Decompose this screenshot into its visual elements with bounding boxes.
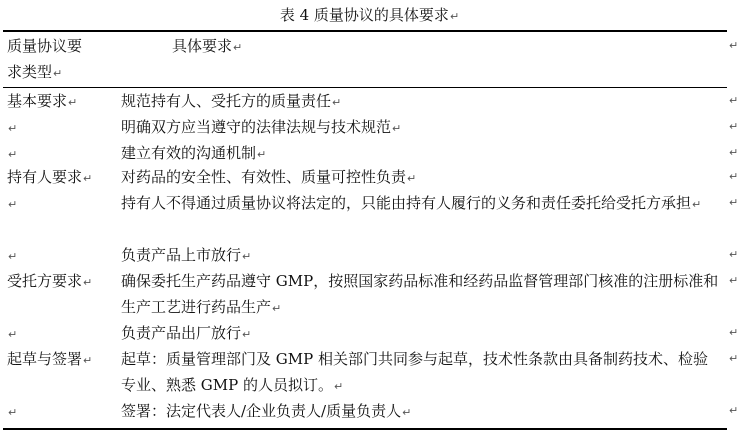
row-requirement-text: 负责产品出厂放行 <box>121 324 242 342</box>
paragraph-mark-icon: ↵ <box>83 172 93 185</box>
row-end-mark-icon: ↵ <box>729 120 739 133</box>
table-row-requirement <box>121 88 721 116</box>
row-requirement-text: 持有人不得通过质量协议将法定的，只能由持有人履行的义务和责任委托给受托方承担 <box>121 194 692 212</box>
paragraph-mark-icon: ↵ <box>407 172 417 185</box>
row-end-mark-icon: ↵ <box>729 326 739 339</box>
paragraph-mark-icon: ↵ <box>272 302 282 315</box>
row-type-label: 持有人要求 <box>7 168 83 186</box>
paragraph-mark-icon: ↵ <box>8 122 18 135</box>
row-end-mark-icon: ↵ <box>729 274 739 287</box>
row-end-mark-icon: ↵ <box>729 170 739 183</box>
table-row-requirement <box>121 320 721 348</box>
table-row-type <box>7 398 17 426</box>
table-top-rule <box>3 30 727 32</box>
paragraph-mark-icon: ↵ <box>8 198 18 211</box>
row-end-mark-icon: ↵ <box>729 94 739 107</box>
column-header-requirement-text: 具体要求 <box>172 37 233 55</box>
row-requirement-text: 负责产品上市放行 <box>121 246 242 264</box>
table-row-type <box>7 242 17 270</box>
table-row-type <box>7 190 17 218</box>
row-end-mark-icon: ↵ <box>729 146 739 159</box>
table-row-requirement <box>121 398 721 426</box>
column-header-type-line2: 求类型 <box>7 63 53 81</box>
paragraph-mark-icon: ↵ <box>83 276 93 289</box>
row-requirement-text: 签署：法定代表人/企业负责人/质量负责人 <box>121 402 402 420</box>
table-row-type <box>7 268 92 296</box>
row-end-mark-icon: ↵ <box>729 248 739 261</box>
row-requirement-text: 起草：质量管理部门及 GMP 相关部门共同参与起草，技术性条款由具备制药技术、检验专业、熟悉 GMP 的人员拟订。 <box>121 350 708 394</box>
paragraph-mark-icon: ↵ <box>8 406 18 419</box>
column-header-requirement <box>172 33 242 61</box>
paragraph-mark-icon: ↵ <box>83 354 93 367</box>
paragraph-mark-icon: ↵ <box>8 328 18 341</box>
table-row-type <box>7 320 17 348</box>
paragraph-mark-icon: ↵ <box>332 96 342 109</box>
row-requirement-text: 对药品的安全性、有效性、质量可控性负责 <box>121 168 407 186</box>
row-type-label: 起草与签署 <box>7 350 83 368</box>
row-requirement-text: 确保委托生产药品遵守 GMP，按照国家药品标准和经药品监督管理部门核准的注册标准和生产工艺进行药品生产 <box>121 272 719 316</box>
paragraph-mark-icon: ↵ <box>692 198 702 211</box>
table-row-type <box>7 346 92 374</box>
paragraph-mark-icon: ↵ <box>68 96 78 109</box>
paragraph-mark-icon: ↵ <box>233 41 243 54</box>
row-end-mark-icon: ↵ <box>729 404 739 417</box>
paragraph-mark-icon: ↵ <box>242 250 252 263</box>
row-end-mark-icon: ↵ <box>729 39 739 52</box>
table-row-type <box>7 164 92 192</box>
table-row-type <box>7 88 77 116</box>
paragraph-mark-icon: ↵ <box>333 380 344 393</box>
table-row-requirement <box>121 268 721 322</box>
table-row-requirement <box>121 190 721 218</box>
paragraph-mark-icon: ↵ <box>449 10 460 23</box>
row-requirement-text: 建立有效的沟通机制 <box>121 144 257 162</box>
row-requirement-text: 规范持有人、受托方的质量责任 <box>121 92 332 110</box>
paragraph-mark-icon: ↵ <box>392 122 402 135</box>
row-type-label: 基本要求 <box>7 92 68 110</box>
row-end-mark-icon: ↵ <box>729 196 739 209</box>
table-row-type <box>7 114 17 142</box>
paragraph-mark-icon: ↵ <box>402 406 412 419</box>
table-row-requirement <box>121 114 721 142</box>
table-row-requirement <box>121 242 721 270</box>
table-row-requirement <box>121 346 721 400</box>
table-caption <box>0 3 739 29</box>
paragraph-mark-icon: ↵ <box>242 328 252 341</box>
paragraph-mark-icon: ↵ <box>8 250 18 263</box>
row-end-mark-icon: ↵ <box>729 352 739 365</box>
caption-text: 表 4 质量协议的具体要求 <box>279 6 449 24</box>
column-header-type-line1: 质量协议要 <box>7 37 83 55</box>
row-type-label: 受托方要求 <box>7 272 83 290</box>
paragraph-mark-icon: ↵ <box>257 148 267 161</box>
table-row-requirement <box>121 164 721 192</box>
column-header-type <box>7 33 117 87</box>
paragraph-mark-icon: ↵ <box>8 148 18 161</box>
table-bottom-rule <box>3 428 727 430</box>
paragraph-mark-icon: ↵ <box>53 67 63 80</box>
row-requirement-text: 明确双方应当遵守的法律法规与技术规范 <box>121 118 392 136</box>
